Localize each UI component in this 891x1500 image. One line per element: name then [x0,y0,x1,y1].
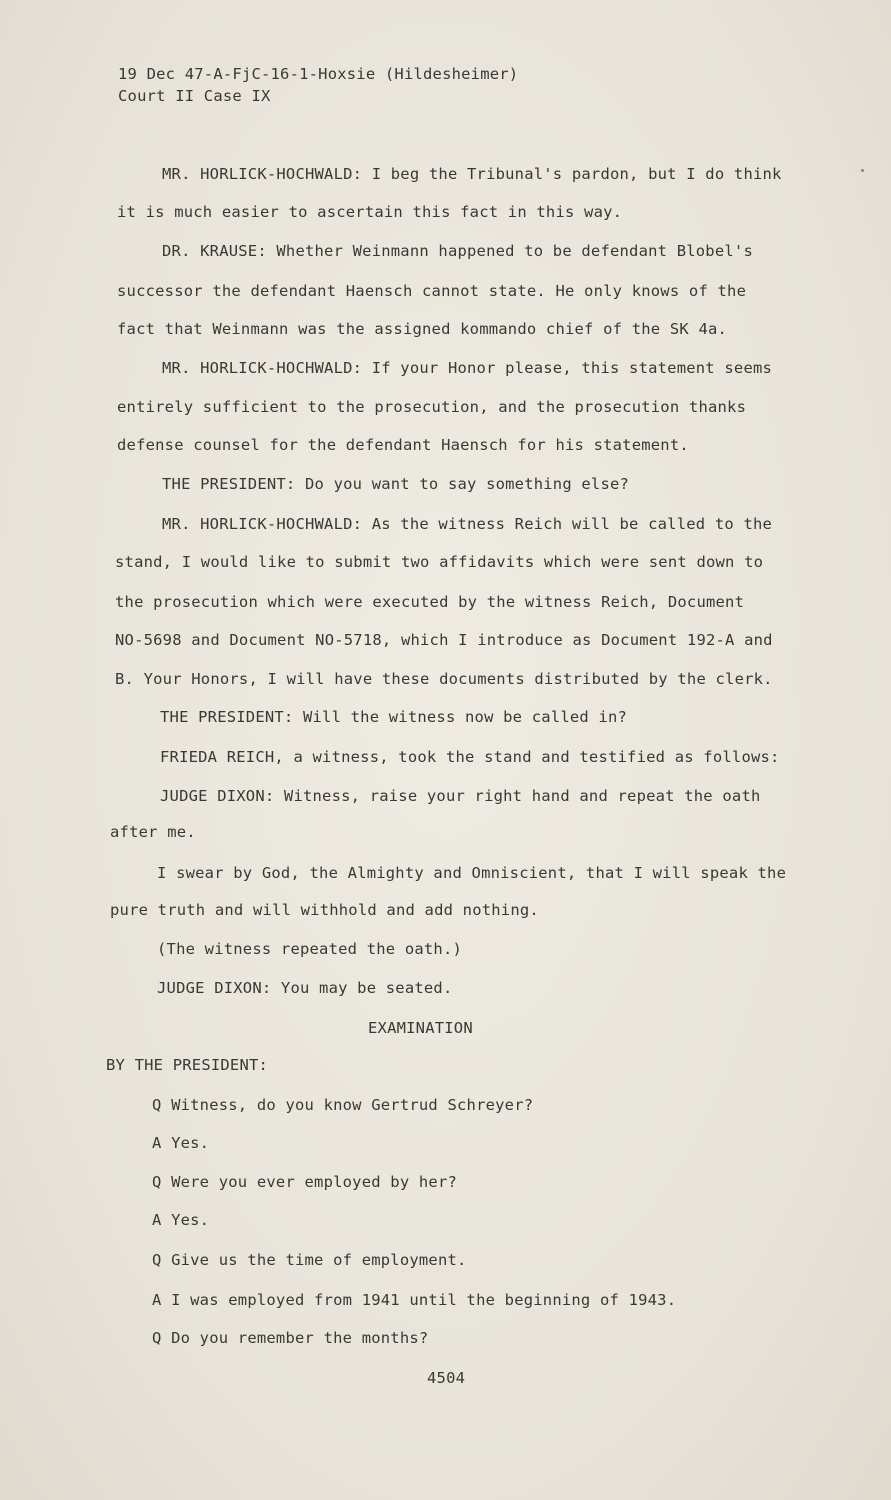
body-line-15: THE PRESIDENT: Will the witness now be called in? [160,708,628,726]
body-line-17: JUDGE DIXON: Witness, raise your right hand and repeat the oath [160,787,761,805]
body-line-10: MR. HORLICK-HOCHWALD: As the witness Reich will be called to the [162,515,773,533]
body-line-9: THE PRESIDENT: Do you want to say something else? [162,475,630,493]
body-line-7: entirely sufficient to the prosecution, and the prosecution thanks [117,398,747,416]
body-line-2: it is much easier to ascertain this fact in this way. [117,203,623,221]
body-line-8: defense counsel for the defendant Haensch for his statement. [117,436,689,454]
body-line-11: stand, I would like to submit two affidavits which were sent down to [115,553,764,571]
section-heading: EXAMINATION [368,1019,473,1037]
page-number: 4504 [427,1369,466,1387]
body-line-24: BY THE PRESIDENT: [106,1056,269,1074]
body-line-6: MR. HORLICK-HOCHWALD: If your Honor please, this statement seems [162,359,773,377]
body-line-3: DR. KRAUSE: Whether Weinmann happened to be defendant Blobel's [162,242,753,260]
qa-line-7: Q Do you remember the months? [152,1329,429,1347]
header-line-1: 19 Dec 47-A-FjC-16-1-Hoxsie (Hildesheimer) [118,65,519,83]
qa-line-2: A Yes. [152,1134,210,1152]
qa-line-4: A Yes. [152,1211,210,1229]
header-line-2: Court II Case IX [118,87,271,105]
qa-line-5: Q Give us the time of employment. [152,1251,467,1269]
body-line-21: (The witness repeated the oath.) [157,940,463,958]
body-line-19: I swear by God, the Almighty and Omniscient, that I will speak the [157,864,787,882]
paper-speck [861,169,864,172]
body-line-4: successor the defendant Haensch cannot state. He only knows of the [117,282,747,300]
qa-line-3: Q Were you ever employed by her? [152,1173,458,1191]
body-line-14: B. Your Honors, I will have these documents distributed by the clerk. [115,670,773,688]
body-line-22: JUDGE DIXON: You may be seated. [157,979,453,997]
qa-line-6: A I was employed from 1941 until the beginning of 1943. [152,1291,677,1309]
body-line-5: fact that Weinmann was the assigned kommando chief of the SK 4a. [117,320,728,338]
body-line-20: pure truth and will withhold and add nothing. [110,901,539,919]
body-line-16: FRIEDA REICH, a witness, took the stand and testified as follows: [160,748,780,766]
body-line-12: the prosecution which were executed by the witness Reich, Document [115,593,745,611]
body-line-18: after me. [110,823,196,841]
body-line-13: NO-5698 and Document NO-5718, which I introduce as Document 192-A and [115,631,773,649]
qa-line-1: Q Witness, do you know Gertrud Schreyer? [152,1096,534,1114]
body-line-1: MR. HORLICK-HOCHWALD: I beg the Tribunal's pardon, but I do think [162,165,782,183]
